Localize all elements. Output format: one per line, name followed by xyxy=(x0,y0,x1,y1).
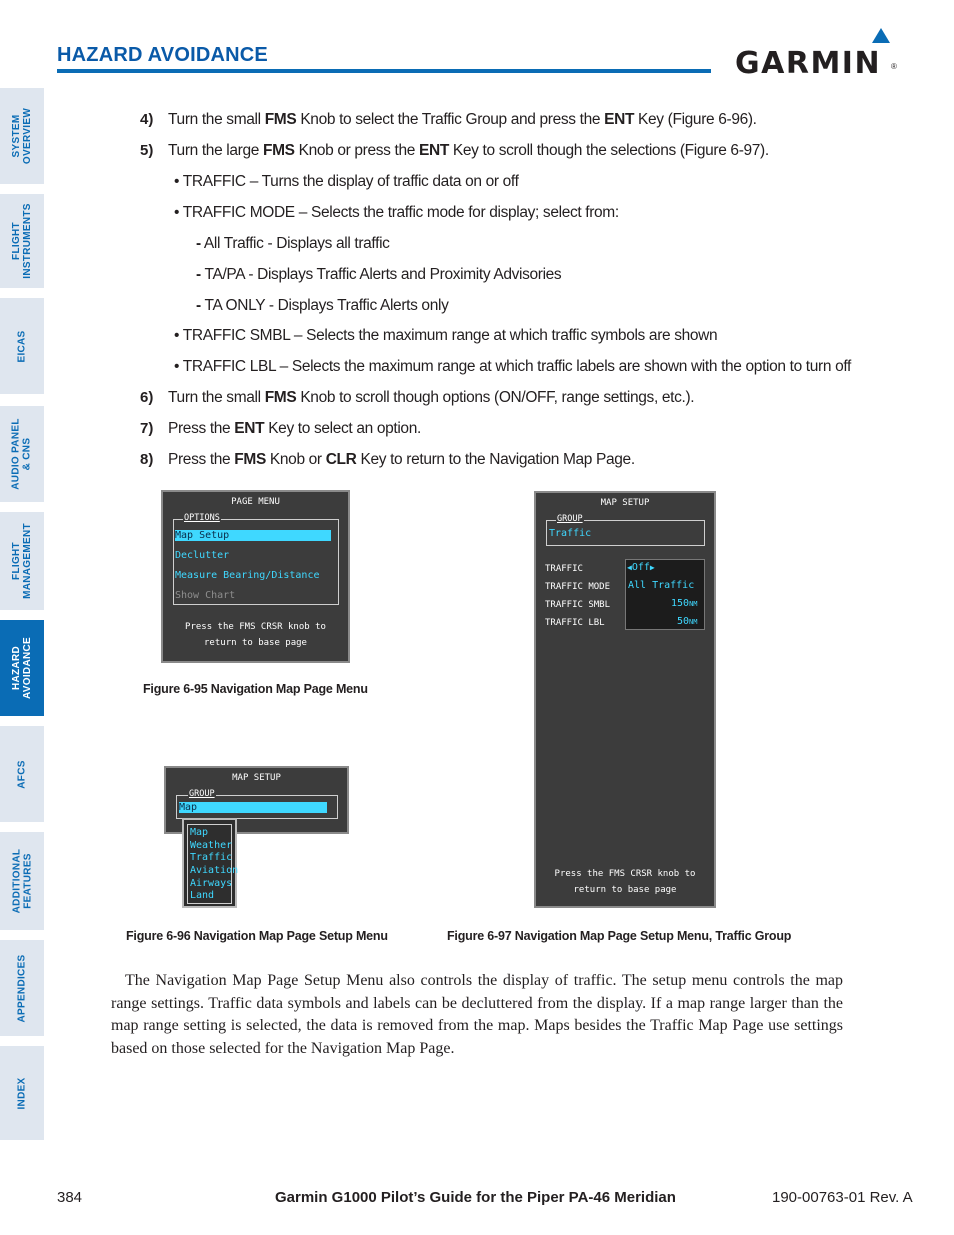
tab-label: ADDITIONAL FEATURES xyxy=(11,848,34,914)
garmin-logo-text: GARMIN xyxy=(735,46,882,81)
menu-item-map-setup[interactable]: Map Setup xyxy=(175,530,331,541)
list-item-airways[interactable]: Airways xyxy=(190,878,233,889)
tab-additional-features[interactable] xyxy=(0,832,44,930)
garmin-logo xyxy=(735,28,897,81)
tab-eicas[interactable] xyxy=(0,298,44,394)
tab-flight-instruments[interactable] xyxy=(0,194,44,288)
row-traffic-lbl-label: TRAFFIC LBL xyxy=(545,618,605,628)
tab-label: AFCS xyxy=(16,759,28,789)
header-rule xyxy=(57,69,711,73)
bullet-traffic: • TRAFFIC – Turns the display of traffic data on or off xyxy=(174,173,519,190)
traffic-onoff-value[interactable]: ◀Off▶ xyxy=(627,562,655,573)
tab-label: EICAS xyxy=(16,329,28,363)
body-paragraph: The Navigation Map Page Setup Menu also controls the display of traffic. The setup menu controls the map range settings. Traffic data symbols and labels can be decluttered from the display. If a map range larger than the map range setting is selected, the data is removed from the map. Maps besides the Traffic Map Page use settings based on those selected for the Navigation Map Page. xyxy=(111,972,843,1057)
menu-item-measure-bearing[interactable]: Measure Bearing/Distance xyxy=(175,570,320,581)
step-number: 6) xyxy=(140,389,154,406)
tab-label: FLIGHT INSTRUMENTS xyxy=(11,203,33,279)
step-text: Press the FMS Knob or CLR Key to return to the Navigation Map Page. xyxy=(168,451,635,468)
instruction-line-2: return to base page xyxy=(204,638,307,648)
page-menu-screen xyxy=(161,490,350,663)
menu-item-declutter[interactable]: Declutter xyxy=(175,550,230,561)
tab-system-overview[interactable] xyxy=(0,88,44,184)
group-label: GROUP xyxy=(557,514,583,524)
sub-item-ta-only: - TA ONLY - Displays Traffic Alerts only xyxy=(196,297,449,314)
traffic-lbl-value[interactable]: 50NM xyxy=(677,616,698,627)
group-dropdown-list xyxy=(182,818,237,908)
tab-label: APPENDICES xyxy=(16,953,28,1023)
step-text: Turn the small FMS Knob to scroll though options (ON/OFF, range settings, etc.). xyxy=(168,389,695,406)
list-item-weather[interactable]: Weather xyxy=(190,840,233,851)
traffic-smbl-value[interactable]: 150NM xyxy=(671,598,698,609)
tab-flight-management[interactable] xyxy=(0,512,44,610)
step-number: 8) xyxy=(140,451,154,468)
list-item-map[interactable]: Map xyxy=(190,827,209,838)
tab-label: SYSTEM OVERVIEW xyxy=(11,107,33,165)
step-number: 7) xyxy=(140,420,154,437)
tab-index[interactable] xyxy=(0,1046,44,1140)
row-traffic-mode-label: TRAFFIC MODE xyxy=(545,582,611,592)
tab-label: INDEX xyxy=(16,1076,28,1110)
caption-fig-6-97: Figure 6-97 Navigation Map Page Setup Menu, Traffic Group xyxy=(447,929,792,943)
left-arrow-icon: ◀ xyxy=(627,563,632,572)
row-traffic-smbl-label: TRAFFIC SMBL xyxy=(545,600,611,610)
tab-audio-panel-cns[interactable] xyxy=(0,406,44,502)
page-number: 384 xyxy=(57,1189,83,1206)
instruction-line-1: Press the FMS CRSR knob to xyxy=(554,869,696,879)
instruction-line-1: Press the FMS CRSR knob to xyxy=(185,622,326,632)
list-item-traffic[interactable]: Traffic xyxy=(190,852,233,863)
tab-label: HAZARD AVOIDANCE xyxy=(11,637,33,699)
list-item-land[interactable]: Land xyxy=(190,890,215,901)
bullet-traffic-mode: • TRAFFIC MODE – Selects the traffic mode for display; select from: xyxy=(174,204,619,221)
group-selected-value[interactable]: Map xyxy=(179,802,327,813)
bullet-traffic-smbl: • TRAFFIC SMBL – Selects the maximum range at which traffic symbols are shown xyxy=(174,327,718,344)
group-value-traffic[interactable]: Traffic xyxy=(549,528,592,539)
section-title: HAZARD AVOIDANCE xyxy=(57,44,268,66)
step-number: 4) xyxy=(140,111,154,128)
registered-mark: ® xyxy=(891,62,897,71)
tab-afcs[interactable] xyxy=(0,726,44,822)
tab-appendices[interactable] xyxy=(0,940,44,1036)
right-arrow-icon: ▶ xyxy=(649,563,655,572)
map-setup-traffic-screen xyxy=(534,491,716,908)
screen-title: MAP SETUP xyxy=(232,773,281,783)
screen-title: PAGE MENU xyxy=(231,497,280,507)
garmin-triangle-icon xyxy=(872,28,890,43)
traffic-mode-value[interactable]: All Traffic xyxy=(628,580,695,591)
document-number: 190-00763-01 Rev. A xyxy=(772,1189,913,1206)
screen-title: MAP SETUP xyxy=(600,498,650,508)
bullet-traffic-lbl: • TRAFFIC LBL – Selects the maximum range at which traffic labels are shown with the option to turn off xyxy=(174,358,851,375)
row-traffic-label: TRAFFIC xyxy=(545,564,583,574)
step-text: Turn the small FMS Knob to select the Traffic Group and press the ENT Key (Figure 6-96). xyxy=(168,111,757,128)
menu-item-show-chart: Show Chart xyxy=(175,590,236,601)
list-item-aviation[interactable]: Aviation xyxy=(190,865,239,876)
step-number: 5) xyxy=(140,142,154,159)
caption-fig-6-96: Figure 6-96 Navigation Map Page Setup Menu xyxy=(126,929,388,943)
group-label: OPTIONS xyxy=(184,513,220,523)
tab-label: FLIGHT MANAGEMENT xyxy=(11,523,33,599)
caption-fig-6-95: Figure 6-95 Navigation Map Page Menu xyxy=(143,682,368,696)
step-text: Press the ENT Key to select an option. xyxy=(168,420,421,437)
sub-item-ta-pa: - TA/PA - Displays Traffic Alerts and Proximity Advisories xyxy=(196,266,562,283)
instruction-line-2: return to base page xyxy=(573,885,677,895)
sub-item-all-traffic: - All Traffic - Displays all traffic xyxy=(196,235,390,252)
tab-hazard-avoidance[interactable] xyxy=(0,620,44,716)
footer-title: Garmin G1000 Pilot’s Guide for the Piper PA-46 Meridian xyxy=(275,1189,676,1206)
group-label: GROUP xyxy=(189,789,215,799)
tab-label: AUDIO PANEL & CNS xyxy=(11,418,34,490)
step-text: Turn the large FMS Knob or press the ENT Key to scroll though the selections (Figure 6-97). xyxy=(168,142,769,159)
